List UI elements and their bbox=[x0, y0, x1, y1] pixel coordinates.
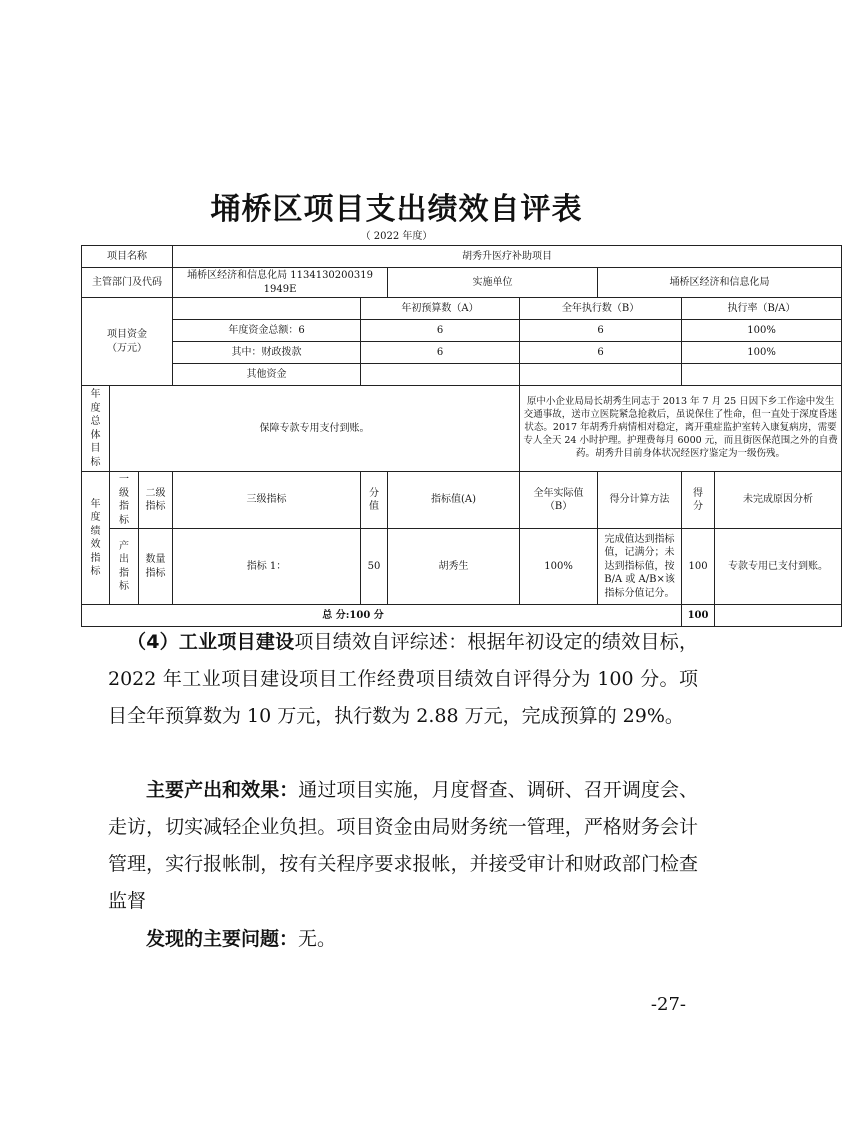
paragraph-lead: 发现的主要问题： bbox=[146, 928, 299, 950]
project-name-label: 项目名称 bbox=[82, 246, 173, 268]
table-row bbox=[82, 246, 842, 268]
indicator-label: 年 度 绩 效 指 标 bbox=[82, 472, 110, 605]
year-line: （ 2022 年度） bbox=[360, 231, 433, 242]
impl-label: 实施单位 bbox=[388, 268, 598, 298]
header-actual: 全年实际值 （B） bbox=[520, 472, 598, 529]
total-blank bbox=[715, 605, 842, 627]
header-level2: 二级 指标 bbox=[139, 472, 173, 529]
paragraph-body: 项目绩效自评综述：根据年初设定的绩效目标，2022 年工业项目建设项目工作经费项目绩效自评得分为 100 分。项目全年预算数为 10 万元，执行数为 2.88 万元，完成预算的 29%。 bbox=[108, 631, 698, 727]
paragraph-issues bbox=[108, 921, 698, 958]
impl-value: 埇桥区经济和信息化局 bbox=[598, 268, 842, 298]
paragraph-summary bbox=[108, 624, 698, 735]
indicator-score: 50 bbox=[361, 529, 388, 605]
table-row bbox=[82, 472, 842, 529]
funds-row-label: 年度资金总额：6 bbox=[173, 320, 361, 342]
funds-row-label: 其他资金 bbox=[173, 364, 361, 386]
goal-label: 年 度 总 体 目 标 bbox=[82, 386, 110, 472]
performance-table bbox=[81, 245, 842, 627]
paragraph-lead: 主要产出和效果： bbox=[146, 779, 299, 801]
funds-rate bbox=[682, 364, 842, 386]
table-row bbox=[82, 342, 842, 364]
indicator-reason: 专款专用已支付到账。 bbox=[715, 529, 842, 605]
funds-exec bbox=[520, 364, 682, 386]
header-score: 分 值 bbox=[361, 472, 388, 529]
funds-rate: 100% bbox=[682, 320, 842, 342]
header-target: 指标值(A) bbox=[388, 472, 520, 529]
dept-label: 主管部门及代码 bbox=[82, 268, 173, 298]
dept-value: 埇桥区经济和信息化局 1134130200319​1949E bbox=[173, 268, 388, 298]
indicator-actual: 100% bbox=[520, 529, 598, 605]
header-level3: 三级指标 bbox=[173, 472, 361, 529]
header-level1: 一 级 指 标 bbox=[110, 472, 139, 529]
funds-budget: 6 bbox=[361, 342, 520, 364]
indicator-got: 100 bbox=[682, 529, 715, 605]
indicator-method: 完成值达到指标值，记满分；未达到指标值，按 B/A 或 A/B×该指标分值记分。 bbox=[598, 529, 682, 605]
page-number: -27- bbox=[650, 994, 686, 1015]
goal-text: 保障专款专用支付到账。 bbox=[110, 386, 520, 472]
col-budget: 年初预算数（A） bbox=[361, 298, 520, 320]
background-text: 原中小企业局局长胡秀生同志于 2013 年 7 月 25 日因下乡工作途中发生交通事故，送市立医院紧急抢救后，虽说保住了性命，但一直处于深度昏迷状态。2017 年胡秀升病情相对稳定，离开重症监护室转入康复病房，需要专人全天 24 小时护理。护理费每月 6000 元，而且街医保范围之外的自费药。胡秀升目前身体状况经医疗鉴定为一级伤残。 bbox=[520, 386, 842, 472]
funds-rate: 100% bbox=[682, 342, 842, 364]
funds-budget bbox=[361, 364, 520, 386]
table-row bbox=[82, 529, 842, 605]
funds-row-label: 其中：财政拨款 bbox=[173, 342, 361, 364]
total-score: 100 bbox=[682, 605, 715, 627]
indicator-target: 胡秀生 bbox=[388, 529, 520, 605]
funds-exec: 6 bbox=[520, 342, 682, 364]
table-row bbox=[82, 298, 842, 320]
indicator-level2: 数量 指标 bbox=[139, 529, 173, 605]
paragraph-output bbox=[108, 772, 698, 920]
col-exec: 全年执行数（B） bbox=[520, 298, 682, 320]
header-got: 得 分 bbox=[682, 472, 715, 529]
paragraph-lead: （4）工业项目建设 bbox=[127, 631, 295, 653]
table-row bbox=[82, 268, 842, 298]
funds-label: 项目资金 （万元） bbox=[82, 298, 173, 386]
paragraph-body: 无。 bbox=[298, 928, 337, 950]
indicator-level1: 产 出 指 标 bbox=[110, 529, 139, 605]
project-name: 胡秀升医疗补助项目 bbox=[173, 246, 842, 268]
table-row bbox=[82, 364, 842, 386]
paragraph-body: 通过项目实施，月度督查、调研、召开调度会、走访，切实减轻企业负担。项目资金由局财务统一管理，严格财务会计管理，实行报帐制，按有关程序要求报帐，并接受审计和财政部门检查监督 bbox=[108, 779, 698, 912]
funds-blank bbox=[173, 298, 361, 320]
funds-exec: 6 bbox=[520, 320, 682, 342]
table-row bbox=[82, 320, 842, 342]
funds-budget: 6 bbox=[361, 320, 520, 342]
col-rate: 执行率（B/A） bbox=[682, 298, 842, 320]
total-label: 总 分:100 分 bbox=[82, 605, 682, 627]
header-reason: 未完成原因分析 bbox=[715, 472, 842, 529]
header-method: 得分计算方法 bbox=[598, 472, 682, 529]
table-row bbox=[82, 386, 842, 472]
page-title: 埇桥区项目支出绩效自评表 bbox=[210, 192, 583, 227]
indicator-level3: 指标 1： bbox=[173, 529, 361, 605]
